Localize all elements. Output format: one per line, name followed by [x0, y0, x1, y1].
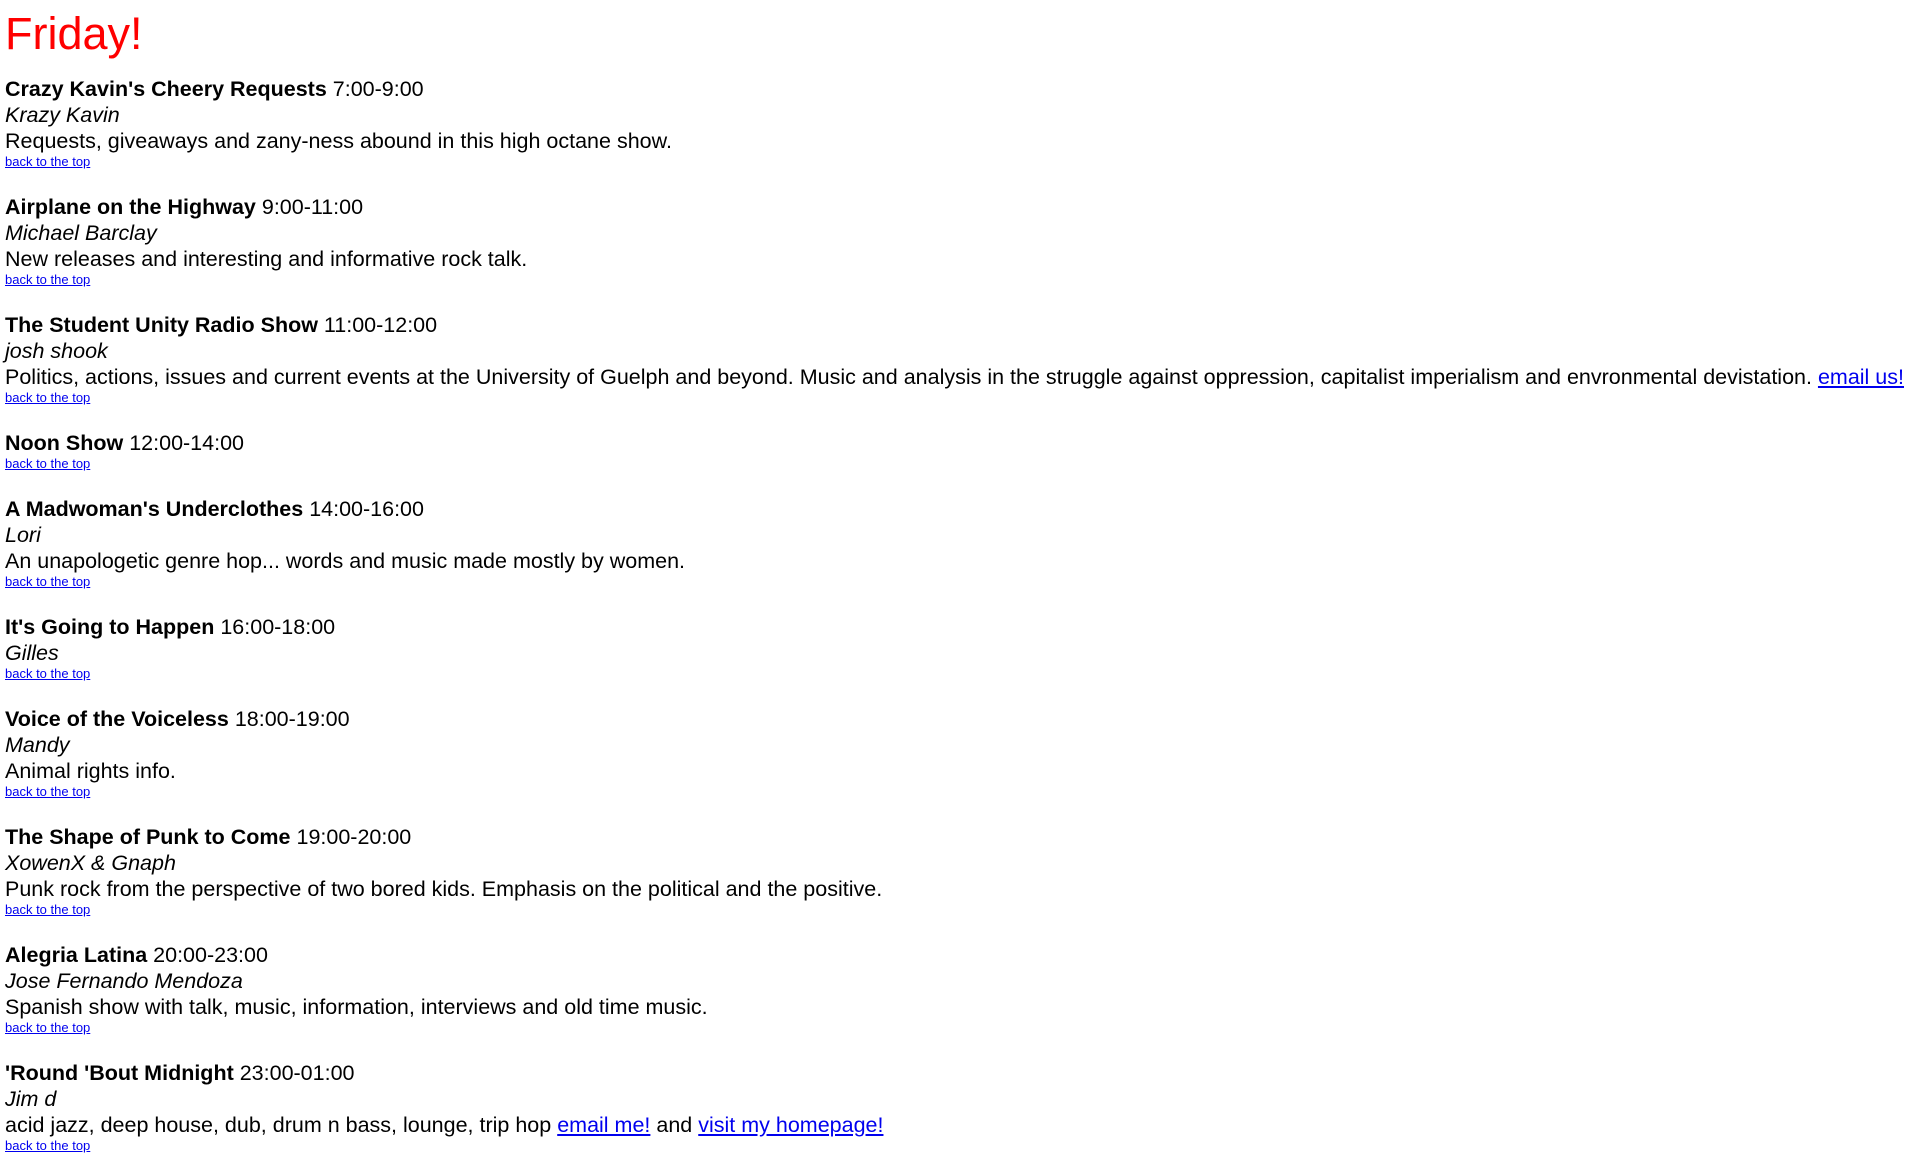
show-name: The Shape of Punk to Come [5, 825, 291, 849]
page-title: Friday! [5, 8, 143, 59]
show-description-text: An unapologetic genre hop... words and music made mostly by women. [5, 549, 686, 573]
schedule-page [0, 8, 1912, 1153]
back-to-top-link[interactable]: back to the top [5, 574, 91, 589]
show-description-text: Punk rock from the perspective of two bored kids. Emphasis on the political and the positive. [5, 877, 883, 901]
show-name: Voice of the Voiceless [5, 707, 229, 731]
show-description [5, 876, 1912, 902]
show-entry [5, 496, 1912, 589]
back-to-top-link[interactable]: back to the top [5, 1138, 91, 1153]
show-name: 'Round 'Bout Midnight [5, 1061, 234, 1085]
show-time: 19:00-20:00 [296, 825, 412, 849]
show-time: 12:00-14:00 [129, 431, 244, 455]
show-name: It's Going to Happen [5, 615, 215, 639]
show-host: Krazy Kavin [5, 103, 120, 127]
show-description-text: acid jazz, deep house, dub, drum n bass, lounge, trip hop [5, 1113, 552, 1137]
show-description [5, 246, 1912, 272]
show-entry [5, 614, 1912, 681]
back-to-top-link[interactable]: back to the top [5, 272, 91, 287]
show-time: 14:00-16:00 [309, 497, 424, 521]
show-description-text: Animal rights info. [5, 759, 176, 783]
show-description [5, 128, 1912, 154]
back-to-top-link[interactable]: back to the top [5, 784, 91, 799]
email-link[interactable]: email me! [557, 1113, 651, 1137]
email-link[interactable]: email us! [1817, 365, 1904, 389]
back-to-top [5, 1021, 1912, 1035]
show-entry [5, 76, 1912, 169]
show-host: Mandy [5, 733, 70, 757]
back-to-top [5, 785, 1912, 799]
show-name: A Madwoman's Underclothes [5, 497, 304, 521]
show-entry [5, 194, 1912, 287]
show-time: 9:00-11:00 [261, 195, 364, 219]
show-name: Airplane on the Highway [5, 195, 256, 219]
back-to-top-link[interactable]: back to the top [5, 390, 91, 405]
show-time: 18:00-19:00 [234, 707, 350, 731]
back-to-top [5, 391, 1912, 405]
show-entry [5, 1060, 1912, 1153]
show-time: 11:00-12:00 [323, 313, 438, 337]
show-time: 7:00-9:00 [332, 77, 424, 101]
show-time: 16:00-18:00 [220, 615, 336, 639]
back-to-top-link[interactable]: back to the top [5, 154, 91, 169]
show-description [5, 758, 1912, 784]
show-description [5, 1112, 1912, 1138]
show-entry [5, 430, 1912, 471]
show-description [5, 994, 1912, 1020]
show-entry [5, 824, 1912, 917]
show-host: Michael Barclay [5, 221, 157, 245]
back-to-top [5, 667, 1912, 681]
link-connector: and [656, 1113, 693, 1137]
show-time: 20:00-23:00 [153, 943, 268, 967]
show-description-text: Spanish show with talk, music, information, interviews and old time music. [5, 995, 708, 1019]
show-description [5, 548, 1912, 574]
show-name: The Student Unity Radio Show [5, 313, 318, 337]
show-time: 23:00-01:00 [239, 1061, 355, 1085]
back-to-top [5, 575, 1912, 589]
show-description-text: Politics, actions, issues and current events at the University of Guelph and beyond. Music and analysis in the struggle against oppression, capitalist imperialism and envronmental devistation. [5, 365, 1812, 389]
show-host: XowenX & Gnaph [5, 851, 176, 875]
show-entry [5, 312, 1912, 405]
show-host: Jose Fernando Mendoza [5, 969, 243, 993]
show-description-text: Requests, giveaways and zany-ness abound in this high octane show. [5, 129, 672, 153]
back-to-top-link[interactable]: back to the top [5, 666, 91, 681]
back-to-top [5, 1139, 1912, 1153]
back-to-top-link[interactable]: back to the top [5, 456, 91, 471]
show-name: Noon Show [5, 431, 124, 455]
show-entry [5, 706, 1912, 799]
back-to-top [5, 903, 1912, 917]
show-host: Jim d [5, 1087, 57, 1111]
show-host: josh shook [5, 339, 108, 363]
homepage-link[interactable]: visit my homepage! [698, 1113, 884, 1137]
show-host: Gilles [5, 641, 59, 665]
show-host: Lori [5, 523, 41, 547]
show-entry [5, 942, 1912, 1035]
back-to-top-link[interactable]: back to the top [5, 1020, 91, 1035]
show-name: Alegria Latina [5, 943, 148, 967]
show-description [5, 364, 1912, 390]
back-to-top [5, 155, 1912, 169]
show-name: Crazy Kavin's Cheery Requests [5, 77, 327, 101]
show-description-text: New releases and interesting and informative rock talk. [5, 247, 528, 271]
back-to-top-link[interactable]: back to the top [5, 902, 91, 917]
back-to-top [5, 457, 1912, 471]
back-to-top [5, 273, 1912, 287]
